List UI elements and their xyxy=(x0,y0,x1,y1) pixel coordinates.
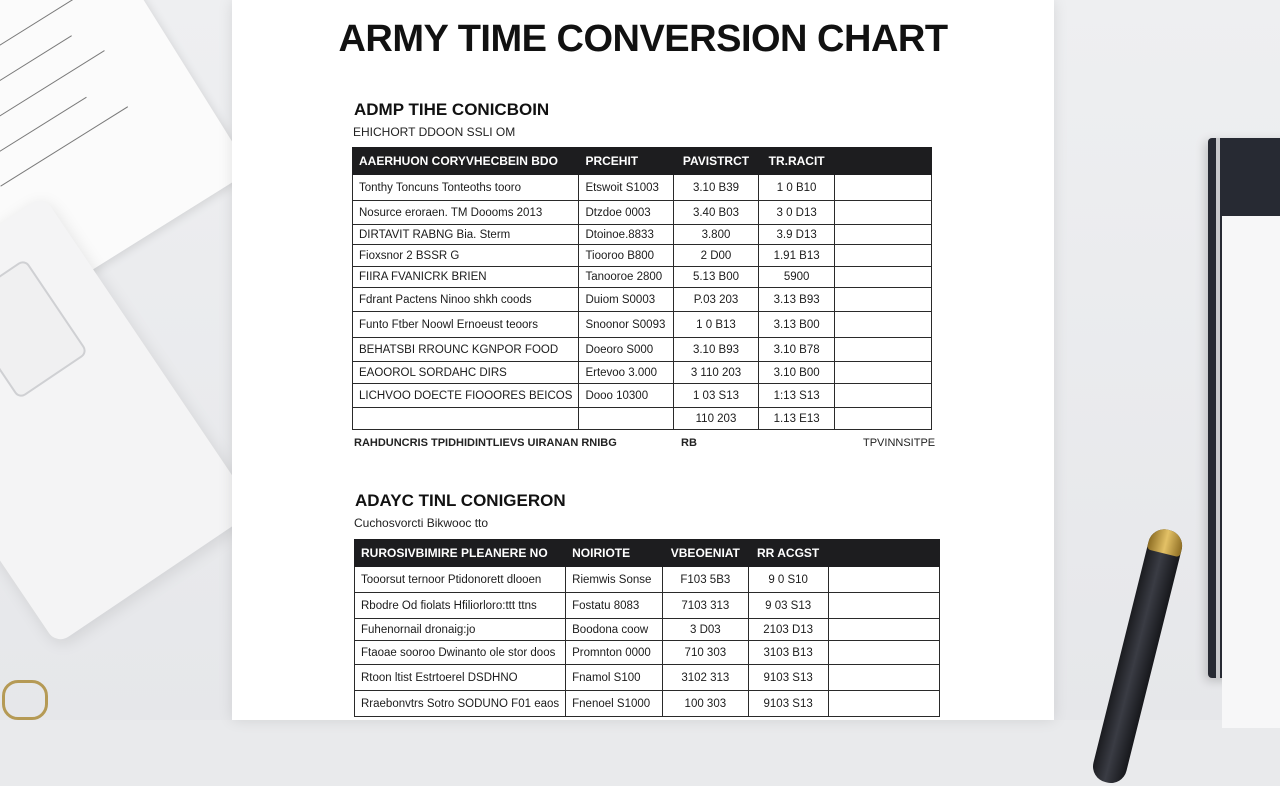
table-cell: Fioxsnor 2 BSSR G xyxy=(353,245,579,267)
column-header: RUROSIVBIMIRE PLEANERE NO xyxy=(355,540,566,567)
table-cell xyxy=(828,593,939,619)
table-cell: 3.13 B93 xyxy=(758,288,834,312)
table-cell: 1 0 B10 xyxy=(758,175,834,201)
section1-footer-mid: RB xyxy=(681,437,697,449)
table-cell: Rbodre Od fiolats Hfiliorloro:ttt ttns xyxy=(355,593,566,619)
table-cell xyxy=(828,641,939,665)
table-cell xyxy=(835,288,932,312)
table-row xyxy=(353,408,932,430)
table-cell: Boodona coow xyxy=(566,619,663,641)
table-cell xyxy=(835,312,932,338)
table-cell: Duiom S0003 xyxy=(579,288,674,312)
table-cell xyxy=(828,665,939,691)
table-cell: P.03 203 xyxy=(674,288,759,312)
table-cell: Nosurce eroraen. TM Doooms 2013 xyxy=(353,201,579,225)
table-cell: Dtoinoe.8833 xyxy=(579,225,674,245)
notebook xyxy=(1208,138,1280,678)
notebook-spine xyxy=(1216,138,1220,678)
column-header: PRCEHIT xyxy=(579,148,674,175)
table-cell: 3 D03 xyxy=(662,619,748,641)
table-row xyxy=(355,619,940,641)
table-cell: 1 0 B13 xyxy=(674,312,759,338)
table-cell: Dtzdoe 0003 xyxy=(579,201,674,225)
section1-footer-right: TPVINNSITPE xyxy=(863,437,936,449)
column-header: TR.RACIT xyxy=(758,148,834,175)
table-cell: 3.10 B93 xyxy=(674,338,759,362)
table-row xyxy=(353,288,932,312)
table-cell: 3.800 xyxy=(674,225,759,245)
table-cell: FIIRA FVANICRK BRIEN xyxy=(353,267,579,288)
table-cell: 3102 313 xyxy=(662,665,748,691)
table-row xyxy=(353,267,932,288)
table-cell: 3.10 B00 xyxy=(758,362,834,384)
table-cell xyxy=(828,567,939,593)
table-cell: 100 303 xyxy=(662,691,748,717)
table-cell: Tiooroo B800 xyxy=(579,245,674,267)
table-cell xyxy=(835,175,932,201)
table-cell: 3.9 D13 xyxy=(758,225,834,245)
table-cell: 3.40 B03 xyxy=(674,201,759,225)
page-title: ARMY TIME CONVERSION CHART xyxy=(338,18,948,60)
table-cell xyxy=(835,245,932,267)
table-row xyxy=(355,691,940,717)
section1-subtitle: EHICHORT DDOON SSLI OM xyxy=(353,125,516,139)
table-cell xyxy=(835,225,932,245)
table-cell: 1 03 S13 xyxy=(674,384,759,408)
paper-clip xyxy=(2,680,48,720)
table-row xyxy=(353,362,932,384)
table-cell: Tonthy Toncuns Tonteoths tooro xyxy=(353,175,579,201)
table-row xyxy=(353,338,932,362)
section2-subtitle: Cuchosvorcti Bikwooc tto xyxy=(354,516,489,530)
table-cell: Tooorsut ternoor Ptidonorett dlooen xyxy=(355,567,566,593)
table-cell: Ftaoae sooroo Dwinanto ole stor doos xyxy=(355,641,566,665)
column-header: PAVISTRCT xyxy=(674,148,759,175)
column-header xyxy=(828,540,939,567)
table-cell: Fnamol S100 xyxy=(566,665,663,691)
table-cell: BEHATSBI RROUNC KGNPOR FOOD xyxy=(353,338,579,362)
table-cell: Rtoon ltist Estrtoerel DSDHNO xyxy=(355,665,566,691)
section1-table xyxy=(352,147,932,430)
column-header: RR ACGST xyxy=(748,540,828,567)
column-header: NOIRIOTE xyxy=(566,540,663,567)
table-cell: Fdrant Pactens Ninoo shkh coods xyxy=(353,288,579,312)
table-cell: Fostatu 8083 xyxy=(566,593,663,619)
table-cell: Dooo 10300 xyxy=(579,384,674,408)
table-row xyxy=(353,312,932,338)
table-cell xyxy=(835,267,932,288)
table-cell xyxy=(835,408,932,430)
table-cell: Tanooroe 2800 xyxy=(579,267,674,288)
document-sheet xyxy=(232,0,1054,720)
notebook-page xyxy=(1222,216,1280,728)
table-cell xyxy=(835,338,932,362)
table-row xyxy=(355,641,940,665)
table-cell: Doeoro S000 xyxy=(579,338,674,362)
table-cell: 2103 D13 xyxy=(748,619,828,641)
table-row xyxy=(353,245,932,267)
table-cell: 9 03 S13 xyxy=(748,593,828,619)
table-cell: 5900 xyxy=(758,267,834,288)
table-cell xyxy=(353,408,579,430)
table-cell: 9103 S13 xyxy=(748,691,828,717)
table-cell: Fnenoel S1000 xyxy=(566,691,663,717)
table-cell xyxy=(828,619,939,641)
column-header: AAERHUON CORYVHECBEIN BDO xyxy=(353,148,579,175)
table-row xyxy=(353,384,932,408)
section2-table xyxy=(354,539,940,717)
table-cell: Funto Ftber Noowl Ernoeust teoors xyxy=(353,312,579,338)
table-cell: Snoonor S0093 xyxy=(579,312,674,338)
table-header-row xyxy=(355,540,940,567)
table-cell: DIRTAVIT RABNG Bia. Sterm xyxy=(353,225,579,245)
table-cell: 710 303 xyxy=(662,641,748,665)
table-cell: 1.13 E13 xyxy=(758,408,834,430)
table-cell xyxy=(579,408,674,430)
table-cell: 3 0 D13 xyxy=(758,201,834,225)
section1-title: ADMP TIHE CONICBOIN xyxy=(354,100,550,119)
table-cell: 7103 313 xyxy=(662,593,748,619)
table-cell xyxy=(835,362,932,384)
table-cell: 3.10 B78 xyxy=(758,338,834,362)
table-cell: EAOOROL SORDAHC DIRS xyxy=(353,362,579,384)
table-cell xyxy=(835,384,932,408)
table-cell: 9 0 S10 xyxy=(748,567,828,593)
table-cell: LICHVOO DOECTE FIOOORES BEICOS xyxy=(353,384,579,408)
section2-title: ADAYC TINL CONIGERON xyxy=(355,491,566,510)
table-cell xyxy=(835,201,932,225)
table-cell: Riemwis Sonse xyxy=(566,567,663,593)
table-cell: Etswoit S1003 xyxy=(579,175,674,201)
table-cell: Rraebonvtrs Sotro SODUNO F01 eaos xyxy=(355,691,566,717)
table-cell: 9103 S13 xyxy=(748,665,828,691)
table-cell: 1.91 B13 xyxy=(758,245,834,267)
table-row xyxy=(353,201,932,225)
table-cell: Fuhenornail dronaig:jo xyxy=(355,619,566,641)
table-cell: 3 110 203 xyxy=(674,362,759,384)
table-cell: 5.13 B00 xyxy=(674,267,759,288)
table-cell xyxy=(828,691,939,717)
table-row xyxy=(353,175,932,201)
table-row xyxy=(353,225,932,245)
table-cell: Ertevoo 3.000 xyxy=(579,362,674,384)
table-cell: 3.10 B39 xyxy=(674,175,759,201)
table-header-row xyxy=(353,148,932,175)
table-cell: 1:13 S13 xyxy=(758,384,834,408)
column-header xyxy=(835,148,932,175)
table-cell: 2 D00 xyxy=(674,245,759,267)
table-cell: 3103 B13 xyxy=(748,641,828,665)
table-cell: Promnton 0000 xyxy=(566,641,663,665)
column-header: VBEOENIAT xyxy=(662,540,748,567)
table-cell: 110 203 xyxy=(674,408,759,430)
table-row xyxy=(355,665,940,691)
table-row xyxy=(355,567,940,593)
table-cell: F103 5B3 xyxy=(662,567,748,593)
table-cell: 3.13 B00 xyxy=(758,312,834,338)
section1-footer-left: RAHDUNCRIS TPIDHIDINTLIEVS UIRANAN RNIBG xyxy=(354,437,617,449)
table-row xyxy=(355,593,940,619)
